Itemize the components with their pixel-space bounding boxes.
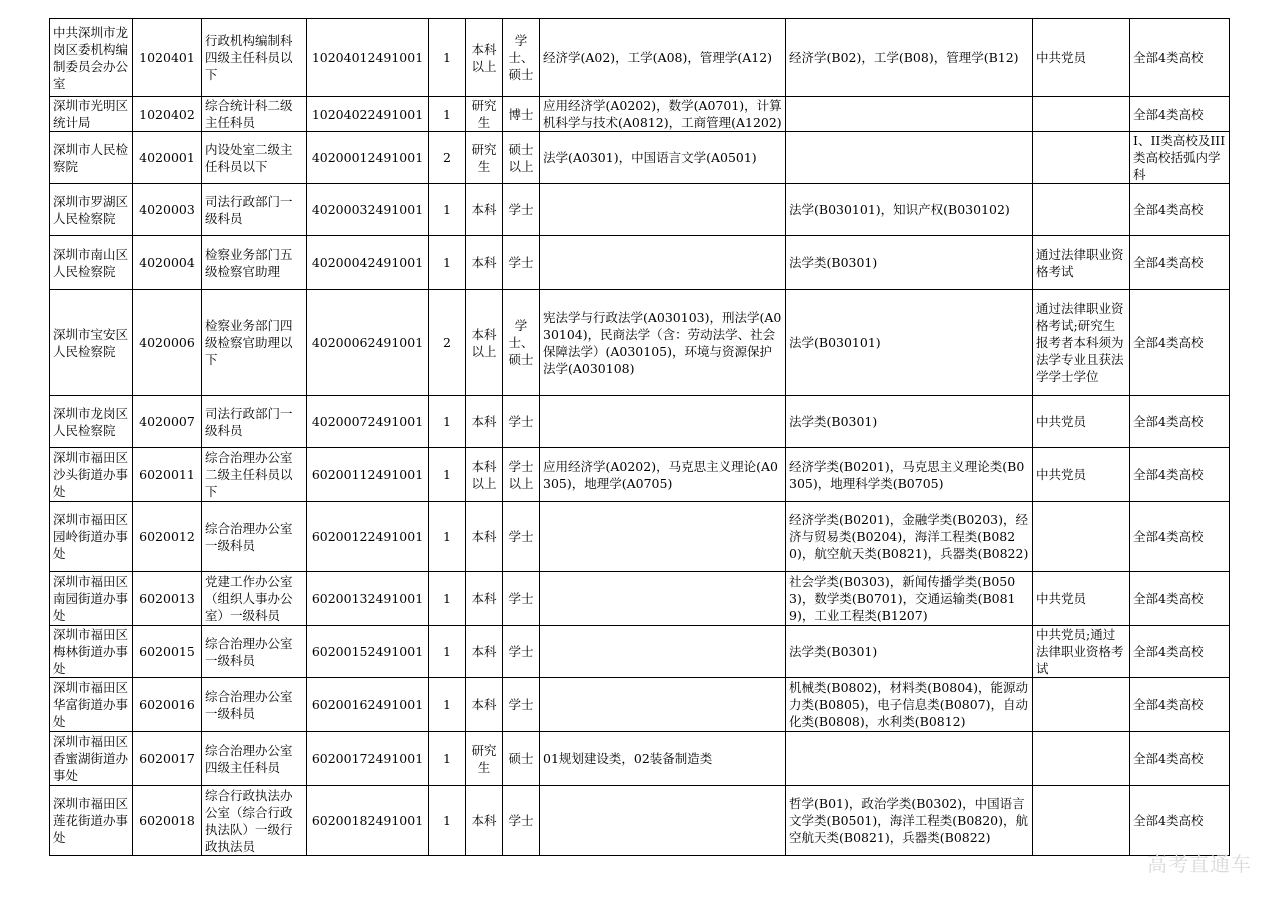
school-category-cell: 全部4类高校: [1130, 626, 1230, 678]
unit-code-cell: 6020015: [133, 626, 202, 678]
hire-count-cell: 2: [429, 132, 466, 184]
school-category-cell: 全部4类高校: [1130, 19, 1230, 97]
undergrad-major-cell: 机械类(B0802)，材料类(B0804)，能源动力类(B0805)，电子信息类(B0807)，自动化类(B0808)，水利类(B0812): [786, 678, 1033, 732]
position-code-cell: 60200122491001: [307, 502, 429, 572]
undergrad-major-cell: [786, 97, 1033, 132]
position-code-cell: 60200112491001: [307, 448, 429, 502]
education-cell: 本科以上: [466, 448, 503, 502]
position-code-cell: 60200132491001: [307, 572, 429, 626]
other-requirement-cell: [1033, 97, 1130, 132]
postgrad-major-cell: [540, 678, 786, 732]
hire-count-cell: 1: [429, 678, 466, 732]
postgrad-major-cell: 应用经济学(A0202)，数学(A0701)，计算机科学与技术(A0812)，工商管理(A1202): [540, 97, 786, 132]
hire-count-cell: 1: [429, 626, 466, 678]
other-requirement-cell: [1033, 786, 1130, 856]
degree-cell: 博士: [503, 97, 540, 132]
hire-count-cell: 1: [429, 396, 466, 448]
other-requirement-cell: 通过法律职业资格考试: [1033, 236, 1130, 290]
unit-name-cell: 深圳市罗湖区人民检察院: [50, 184, 133, 236]
undergrad-major-cell: [786, 732, 1033, 786]
school-category-cell: 全部4类高校: [1130, 236, 1230, 290]
positions-table: [49, 18, 1230, 856]
position-name-cell: 检察业务部门四级检察官助理以下: [202, 290, 307, 396]
unit-code-cell: 6020017: [133, 732, 202, 786]
table-row: [50, 786, 1230, 856]
unit-code-cell: 1020402: [133, 97, 202, 132]
education-cell: 本科: [466, 786, 503, 856]
school-category-cell: 全部4类高校: [1130, 572, 1230, 626]
education-cell: 本科: [466, 236, 503, 290]
degree-cell: 学士: [503, 502, 540, 572]
degree-cell: 学士、硕士: [503, 290, 540, 396]
undergrad-major-cell: [786, 132, 1033, 184]
other-requirement-cell: 通过法律职业资格考试;研究生报考者本科须为法学专业且获法学学士学位: [1033, 290, 1130, 396]
school-category-cell: 全部4类高校: [1130, 97, 1230, 132]
position-name-cell: 综合行政执法办公室（综合行政执法队）一级行政执法员: [202, 786, 307, 856]
hire-count-cell: 1: [429, 786, 466, 856]
undergrad-major-cell: 法学类(B0301): [786, 236, 1033, 290]
table-row: [50, 236, 1230, 290]
other-requirement-cell: [1033, 732, 1130, 786]
table-row: [50, 732, 1230, 786]
position-code-cell: 60200182491001: [307, 786, 429, 856]
education-cell: 本科以上: [466, 19, 503, 97]
table-row: [50, 626, 1230, 678]
position-name-cell: 综合治理办公室二级主任科员以下: [202, 448, 307, 502]
other-requirement-cell: 中共党员;通过法律职业资格考试: [1033, 626, 1130, 678]
hire-count-cell: 1: [429, 19, 466, 97]
position-name-cell: 综合统计科二级主任科员: [202, 97, 307, 132]
position-code-cell: 10204022491001: [307, 97, 429, 132]
degree-cell: 硕士: [503, 732, 540, 786]
position-code-cell: 40200072491001: [307, 396, 429, 448]
school-category-cell: 全部4类高校: [1130, 502, 1230, 572]
hire-count-cell: 1: [429, 184, 466, 236]
undergrad-major-cell: 经济学类(B0201)，马克思主义理论类(B0305)，地理科学类(B0705): [786, 448, 1033, 502]
position-code-cell: 40200012491001: [307, 132, 429, 184]
other-requirement-cell: [1033, 678, 1130, 732]
postgrad-major-cell: [540, 572, 786, 626]
position-name-cell: 司法行政部门一级科员: [202, 396, 307, 448]
unit-name-cell: 深圳市福田区华富街道办事处: [50, 678, 133, 732]
unit-name-cell: 深圳市人民检察院: [50, 132, 133, 184]
unit-code-cell: 6020016: [133, 678, 202, 732]
undergrad-major-cell: 法学类(B0301): [786, 626, 1033, 678]
unit-name-cell: 深圳市福田区香蜜湖街道办事处: [50, 732, 133, 786]
unit-code-cell: 1020401: [133, 19, 202, 97]
watermark: 高考直通车: [1147, 852, 1252, 876]
undergrad-major-cell: 经济学类(B0201)，金融学类(B0203)，经济与贸易类(B0204)，海洋工程类(B0820)，航空航天类(B0821)，兵器类(B0822): [786, 502, 1033, 572]
hire-count-cell: 2: [429, 290, 466, 396]
postgrad-major-cell: [540, 396, 786, 448]
education-cell: 本科: [466, 396, 503, 448]
unit-code-cell: 4020004: [133, 236, 202, 290]
position-name-cell: 综合治理办公室一级科员: [202, 502, 307, 572]
degree-cell: 学士: [503, 786, 540, 856]
school-category-cell: 全部4类高校: [1130, 184, 1230, 236]
unit-code-cell: 6020018: [133, 786, 202, 856]
unit-code-cell: 4020001: [133, 132, 202, 184]
position-code-cell: 40200032491001: [307, 184, 429, 236]
table-body: [50, 19, 1230, 856]
unit-code-cell: 6020013: [133, 572, 202, 626]
other-requirement-cell: 中共党员: [1033, 19, 1130, 97]
position-code-cell: 40200042491001: [307, 236, 429, 290]
other-requirement-cell: 中共党员: [1033, 448, 1130, 502]
postgrad-major-cell: [540, 502, 786, 572]
postgrad-major-cell: 宪法学与行政法学(A030103)，刑法学(A030104)，民商法学（含：劳动法学、社会保障法学）(A030105)，环境与资源保护法学(A030108): [540, 290, 786, 396]
education-cell: 研究生: [466, 97, 503, 132]
other-requirement-cell: [1033, 502, 1130, 572]
hire-count-cell: 1: [429, 572, 466, 626]
postgrad-major-cell: [540, 786, 786, 856]
unit-name-cell: 深圳市福田区园岭街道办事处: [50, 502, 133, 572]
undergrad-major-cell: 哲学(B01)，政治学类(B0302)，中国语言文学类(B0501)，海洋工程类(B0820)，航空航天类(B0821)，兵器类(B0822): [786, 786, 1033, 856]
degree-cell: 学士: [503, 678, 540, 732]
unit-name-cell: 深圳市光明区统计局: [50, 97, 133, 132]
unit-code-cell: 4020003: [133, 184, 202, 236]
postgrad-major-cell: 01规划建设类，02装备制造类: [540, 732, 786, 786]
postgrad-major-cell: [540, 626, 786, 678]
postgrad-major-cell: 应用经济学(A0202)，马克思主义理论(A0305)，地理学(A0705): [540, 448, 786, 502]
education-cell: 本科以上: [466, 290, 503, 396]
position-code-cell: 10204012491001: [307, 19, 429, 97]
postgrad-major-cell: [540, 236, 786, 290]
degree-cell: 学士: [503, 236, 540, 290]
position-name-cell: 综合治理办公室一级科员: [202, 678, 307, 732]
table-row: [50, 396, 1230, 448]
position-code-cell: 60200162491001: [307, 678, 429, 732]
degree-cell: 硕士以上: [503, 132, 540, 184]
degree-cell: 学士: [503, 184, 540, 236]
postgrad-major-cell: 经济学(A02)，工学(A08)，管理学(A12): [540, 19, 786, 97]
unit-name-cell: 深圳市福田区莲花街道办事处: [50, 786, 133, 856]
table-row: [50, 572, 1230, 626]
table-row: [50, 678, 1230, 732]
unit-name-cell: 深圳市福田区沙头街道办事处: [50, 448, 133, 502]
undergrad-major-cell: 法学类(B0301): [786, 396, 1033, 448]
other-requirement-cell: [1033, 132, 1130, 184]
education-cell: 本科: [466, 626, 503, 678]
school-category-cell: 全部4类高校: [1130, 732, 1230, 786]
degree-cell: 学士: [503, 626, 540, 678]
degree-cell: 学士: [503, 572, 540, 626]
table-row: [50, 502, 1230, 572]
table-row: [50, 290, 1230, 396]
position-name-cell: 综合治理办公室四级主任科员: [202, 732, 307, 786]
table-row: [50, 132, 1230, 184]
education-cell: 本科: [466, 678, 503, 732]
degree-cell: 学士: [503, 396, 540, 448]
school-category-cell: 全部4类高校: [1130, 786, 1230, 856]
school-category-cell: 全部4类高校: [1130, 448, 1230, 502]
position-name-cell: 司法行政部门一级科员: [202, 184, 307, 236]
school-category-cell: I、II类高校及III类高校括弧内学科: [1130, 132, 1230, 184]
hire-count-cell: 1: [429, 236, 466, 290]
school-category-cell: 全部4类高校: [1130, 290, 1230, 396]
unit-code-cell: 4020006: [133, 290, 202, 396]
position-name-cell: 行政机构编制科四级主任科员以下: [202, 19, 307, 97]
education-cell: 研究生: [466, 132, 503, 184]
hire-count-cell: 1: [429, 732, 466, 786]
education-cell: 本科: [466, 572, 503, 626]
position-name-cell: 综合治理办公室一级科员: [202, 626, 307, 678]
unit-code-cell: 6020012: [133, 502, 202, 572]
school-category-cell: 全部4类高校: [1130, 396, 1230, 448]
school-category-cell: 全部4类高校: [1130, 678, 1230, 732]
unit-name-cell: 深圳市福田区南园街道办事处: [50, 572, 133, 626]
hire-count-cell: 1: [429, 448, 466, 502]
undergrad-major-cell: 社会学类(B0303)，新闻传播学类(B0503)，数学类(B0701)，交通运输类(B0819)，工业工程类(B1207): [786, 572, 1033, 626]
other-requirement-cell: [1033, 184, 1130, 236]
position-name-cell: 检察业务部门五级检察官助理: [202, 236, 307, 290]
education-cell: 本科: [466, 502, 503, 572]
position-name-cell: 内设处室二级主任科员以下: [202, 132, 307, 184]
undergrad-major-cell: 经济学(B02)，工学(B08)，管理学(B12): [786, 19, 1033, 97]
unit-name-cell: 中共深圳市龙岗区委机构编制委员会办公室: [50, 19, 133, 97]
education-cell: 研究生: [466, 732, 503, 786]
unit-name-cell: 深圳市宝安区人民检察院: [50, 290, 133, 396]
other-requirement-cell: 中共党员: [1033, 396, 1130, 448]
undergrad-major-cell: 法学(B030101)，知识产权(B030102): [786, 184, 1033, 236]
table-row: [50, 448, 1230, 502]
position-code-cell: 60200152491001: [307, 626, 429, 678]
table-row: [50, 184, 1230, 236]
undergrad-major-cell: 法学(B030101): [786, 290, 1033, 396]
unit-name-cell: 深圳市福田区梅林街道办事处: [50, 626, 133, 678]
hire-count-cell: 1: [429, 97, 466, 132]
unit-code-cell: 6020011: [133, 448, 202, 502]
postgrad-major-cell: [540, 184, 786, 236]
unit-name-cell: 深圳市南山区人民检察院: [50, 236, 133, 290]
postgrad-major-cell: 法学(A0301)，中国语言文学(A0501): [540, 132, 786, 184]
other-requirement-cell: 中共党员: [1033, 572, 1130, 626]
hire-count-cell: 1: [429, 502, 466, 572]
degree-cell: 学士、硕士: [503, 19, 540, 97]
position-code-cell: 40200062491001: [307, 290, 429, 396]
degree-cell: 学士以上: [503, 448, 540, 502]
education-cell: 本科: [466, 184, 503, 236]
position-name-cell: 党建工作办公室（组织人事办公室）一级科员: [202, 572, 307, 626]
unit-code-cell: 4020007: [133, 396, 202, 448]
table-row: [50, 97, 1230, 132]
table-row: [50, 19, 1230, 97]
position-code-cell: 60200172491001: [307, 732, 429, 786]
unit-name-cell: 深圳市龙岗区人民检察院: [50, 396, 133, 448]
